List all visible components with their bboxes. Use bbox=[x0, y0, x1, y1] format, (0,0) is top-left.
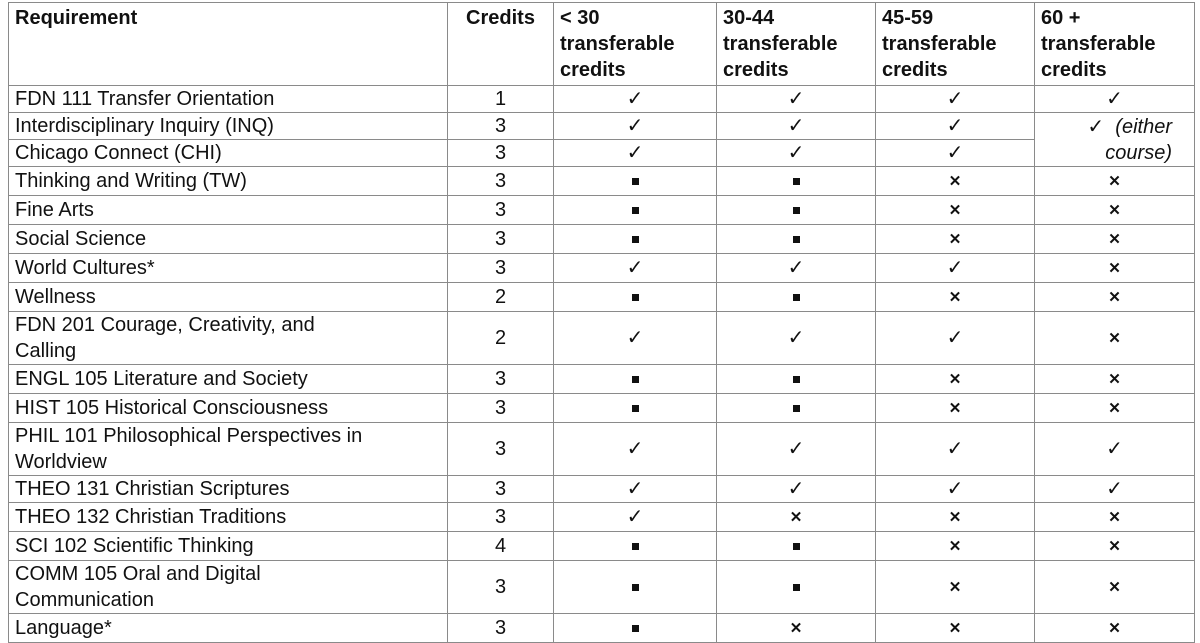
status-cell bbox=[717, 113, 876, 140]
header-60-plus-line1: 60 + bbox=[1041, 7, 1081, 29]
requirement-name bbox=[9, 196, 448, 225]
requirement-name bbox=[9, 167, 448, 196]
requirement-name bbox=[9, 423, 448, 476]
status-cell bbox=[554, 312, 717, 365]
check-icon: ✓ bbox=[626, 438, 644, 460]
status-cell bbox=[1035, 196, 1195, 225]
table-row bbox=[9, 167, 1195, 196]
cross-icon: ✕ bbox=[948, 400, 962, 417]
cross-icon: ✕ bbox=[1108, 289, 1121, 306]
header-lt30 bbox=[554, 3, 717, 86]
header-lt30-line3: credits bbox=[560, 59, 626, 81]
requirement-name bbox=[9, 113, 448, 140]
status-cell bbox=[717, 365, 876, 394]
status-cell bbox=[876, 423, 1035, 476]
square-icon bbox=[793, 584, 800, 591]
status-cell bbox=[876, 476, 1035, 503]
status-cell bbox=[554, 476, 717, 503]
cross-icon: ✕ bbox=[789, 509, 803, 526]
check-icon: ✓ bbox=[1106, 438, 1123, 460]
credits-value: 3 bbox=[448, 140, 554, 167]
status-cell bbox=[554, 614, 717, 643]
requirement-name-line: Fine Arts bbox=[15, 199, 94, 221]
status-cell bbox=[717, 140, 876, 167]
status-cell bbox=[1035, 394, 1195, 423]
status-cell bbox=[876, 225, 1035, 254]
credits-value: 3 bbox=[448, 503, 554, 532]
credits-value: 3 bbox=[448, 225, 554, 254]
status-cell bbox=[876, 113, 1035, 140]
cross-icon: ✕ bbox=[948, 231, 962, 248]
square-icon bbox=[632, 543, 639, 550]
check-icon: ✓ bbox=[626, 478, 644, 500]
status-cell bbox=[1035, 503, 1195, 532]
credits-value: 2 bbox=[448, 312, 554, 365]
square-icon bbox=[793, 543, 800, 550]
requirement-name bbox=[9, 225, 448, 254]
status-cell bbox=[554, 503, 717, 532]
requirement-name bbox=[9, 365, 448, 394]
credits-value: 3 bbox=[448, 614, 554, 643]
check-icon: ✓ bbox=[626, 257, 644, 279]
cross-icon: ✕ bbox=[948, 620, 962, 637]
square-icon bbox=[632, 294, 639, 301]
square-icon bbox=[793, 376, 800, 383]
status-cell bbox=[554, 225, 717, 254]
table-row bbox=[9, 614, 1195, 643]
header-30-44 bbox=[717, 3, 876, 86]
status-cell bbox=[1035, 476, 1195, 503]
check-icon: ✓ bbox=[626, 327, 644, 349]
cross-icon: ✕ bbox=[1108, 231, 1121, 248]
requirement-name bbox=[9, 312, 448, 365]
credits-value: 3 bbox=[448, 365, 554, 394]
cross-icon: ✕ bbox=[789, 620, 803, 637]
status-cell bbox=[876, 254, 1035, 283]
cross-icon: ✕ bbox=[948, 579, 962, 596]
status-cell bbox=[876, 394, 1035, 423]
requirement-name-line: Worldview bbox=[15, 451, 107, 473]
status-cell bbox=[1035, 532, 1195, 561]
status-cell bbox=[1035, 167, 1195, 196]
requirement-name-line: Thinking and Writing (TW) bbox=[15, 170, 247, 192]
check-icon: ✓ bbox=[626, 506, 644, 528]
header-45-59-line3: credits bbox=[882, 59, 948, 81]
credits-value: 3 bbox=[448, 167, 554, 196]
status-cell bbox=[554, 283, 717, 312]
header-lt30-line2: transferable bbox=[560, 33, 675, 55]
requirement-name-line: Language* bbox=[15, 617, 112, 639]
table-row bbox=[9, 561, 1195, 614]
square-icon bbox=[632, 625, 639, 632]
requirement-name-line: Social Science bbox=[15, 228, 147, 250]
header-45-59-line1: 45-59 bbox=[882, 7, 934, 29]
either-course-line1 bbox=[1041, 114, 1188, 140]
requirement-name bbox=[9, 86, 448, 113]
check-icon: ✓ bbox=[946, 88, 964, 110]
status-cell bbox=[717, 394, 876, 423]
table-row bbox=[9, 394, 1195, 423]
status-cell bbox=[717, 532, 876, 561]
status-cell bbox=[717, 476, 876, 503]
check-icon: ✓ bbox=[787, 257, 805, 279]
either-text: (either bbox=[1115, 115, 1172, 138]
status-cell bbox=[554, 196, 717, 225]
credits-value: 3 bbox=[448, 561, 554, 614]
cross-icon: ✕ bbox=[1108, 202, 1121, 219]
header-row bbox=[9, 3, 1195, 86]
requirements-table bbox=[8, 2, 1195, 643]
status-cell bbox=[1035, 614, 1195, 643]
credits-value: 2 bbox=[448, 283, 554, 312]
check-icon: ✓ bbox=[626, 115, 644, 137]
status-cell bbox=[717, 283, 876, 312]
header-lt30-line1: < 30 bbox=[560, 7, 600, 29]
cross-icon: ✕ bbox=[1108, 371, 1121, 388]
check-icon: ✓ bbox=[787, 327, 805, 349]
cross-icon: ✕ bbox=[1108, 400, 1121, 417]
square-icon bbox=[793, 207, 800, 214]
status-cell bbox=[876, 312, 1035, 365]
status-cell bbox=[1035, 86, 1195, 113]
requirement-name bbox=[9, 394, 448, 423]
requirement-name bbox=[9, 476, 448, 503]
status-cell bbox=[554, 365, 717, 394]
requirement-name-line: FDN 111 Transfer Orientation bbox=[15, 88, 275, 110]
table-row bbox=[9, 532, 1195, 561]
status-cell bbox=[717, 196, 876, 225]
square-icon bbox=[793, 178, 800, 185]
requirement-name-line: Calling bbox=[15, 340, 77, 362]
status-cell bbox=[1035, 365, 1195, 394]
table-row bbox=[9, 283, 1195, 312]
table-row bbox=[9, 86, 1195, 113]
status-cell bbox=[1035, 423, 1195, 476]
requirement-name bbox=[9, 140, 448, 167]
requirement-name-line: Communication bbox=[15, 589, 154, 611]
table-row bbox=[9, 365, 1195, 394]
cross-icon: ✕ bbox=[1108, 330, 1121, 347]
status-cell bbox=[554, 394, 717, 423]
table-row bbox=[9, 113, 1195, 140]
square-icon bbox=[632, 584, 639, 591]
requirement-name-line: THEO 131 Christian Scriptures bbox=[15, 478, 290, 500]
header-60-plus bbox=[1035, 3, 1195, 86]
table-row bbox=[9, 254, 1195, 283]
status-cell bbox=[717, 167, 876, 196]
check-icon: ✓ bbox=[1106, 88, 1123, 110]
status-cell bbox=[876, 614, 1035, 643]
cross-icon: ✕ bbox=[948, 202, 962, 219]
status-cell bbox=[554, 423, 717, 476]
table-row bbox=[9, 423, 1195, 476]
requirement-name-line: ENGL 105 Literature and Society bbox=[15, 368, 308, 390]
check-icon: ✓ bbox=[787, 115, 805, 137]
requirement-name-line: THEO 132 Christian Traditions bbox=[15, 506, 287, 528]
status-cell bbox=[876, 561, 1035, 614]
header-30-44-line3: credits bbox=[723, 59, 789, 81]
status-cell bbox=[554, 254, 717, 283]
status-cell bbox=[876, 86, 1035, 113]
cross-icon: ✕ bbox=[1108, 260, 1121, 277]
status-cell bbox=[554, 86, 717, 113]
requirement-name bbox=[9, 561, 448, 614]
header-30-44-line2: transferable bbox=[723, 33, 838, 55]
requirement-name-line: Chicago Connect (CHI) bbox=[15, 142, 222, 164]
square-icon bbox=[793, 405, 800, 412]
check-icon: ✓ bbox=[1087, 115, 1105, 138]
header-60-plus-line3: credits bbox=[1041, 59, 1107, 81]
check-icon: ✓ bbox=[626, 88, 644, 110]
status-cell bbox=[554, 532, 717, 561]
table-row bbox=[9, 225, 1195, 254]
requirement-name-line: Wellness bbox=[15, 286, 96, 308]
requirement-name bbox=[9, 614, 448, 643]
status-cell bbox=[1035, 254, 1195, 283]
square-icon bbox=[632, 178, 639, 185]
table-row bbox=[9, 140, 1195, 167]
square-icon bbox=[632, 236, 639, 243]
requirement-name bbox=[9, 254, 448, 283]
status-cell bbox=[876, 365, 1035, 394]
check-icon: ✓ bbox=[946, 257, 964, 279]
credits-value: 3 bbox=[448, 423, 554, 476]
requirement-name bbox=[9, 503, 448, 532]
status-cell bbox=[876, 167, 1035, 196]
check-icon: ✓ bbox=[1106, 478, 1123, 500]
requirement-name-line: Interdisciplinary Inquiry (INQ) bbox=[15, 115, 274, 137]
square-icon bbox=[632, 376, 639, 383]
status-cell bbox=[717, 614, 876, 643]
credits-value: 3 bbox=[448, 254, 554, 283]
cross-icon: ✕ bbox=[1108, 509, 1121, 526]
cross-icon: ✕ bbox=[948, 371, 962, 388]
status-cell bbox=[876, 196, 1035, 225]
credits-value: 4 bbox=[448, 532, 554, 561]
credits-value: 3 bbox=[448, 196, 554, 225]
requirement-name bbox=[9, 532, 448, 561]
cross-icon: ✕ bbox=[1108, 538, 1121, 555]
status-cell bbox=[876, 283, 1035, 312]
status-cell bbox=[1035, 561, 1195, 614]
status-cell bbox=[717, 423, 876, 476]
table-row bbox=[9, 476, 1195, 503]
square-icon bbox=[793, 294, 800, 301]
status-cell bbox=[876, 140, 1035, 167]
cross-icon: ✕ bbox=[948, 173, 962, 190]
table-row bbox=[9, 196, 1195, 225]
status-cell bbox=[876, 532, 1035, 561]
status-cell bbox=[1035, 283, 1195, 312]
requirement-name-line: FDN 201 Courage, Creativity, and bbox=[15, 314, 315, 336]
requirement-name-line: SCI 102 Scientific Thinking bbox=[15, 535, 254, 557]
header-45-59-line2: transferable bbox=[882, 33, 997, 55]
header-45-59 bbox=[876, 3, 1035, 86]
square-icon bbox=[632, 207, 639, 214]
cross-icon: ✕ bbox=[948, 509, 962, 526]
cross-icon: ✕ bbox=[1108, 579, 1121, 596]
square-icon bbox=[632, 405, 639, 412]
check-icon: ✓ bbox=[946, 438, 964, 460]
table-row bbox=[9, 312, 1195, 365]
requirement-name bbox=[9, 283, 448, 312]
status-cell bbox=[717, 225, 876, 254]
requirement-name-line: COMM 105 Oral and Digital bbox=[15, 563, 261, 585]
square-icon bbox=[793, 236, 800, 243]
status-cell bbox=[1035, 312, 1195, 365]
check-icon: ✓ bbox=[787, 88, 805, 110]
status-cell bbox=[554, 167, 717, 196]
check-icon: ✓ bbox=[787, 438, 805, 460]
header-30-44-line1: 30-44 bbox=[723, 7, 775, 29]
check-icon: ✓ bbox=[946, 115, 964, 137]
status-cell bbox=[554, 561, 717, 614]
status-cell bbox=[1035, 225, 1195, 254]
check-icon: ✓ bbox=[946, 478, 964, 500]
credits-value: 3 bbox=[448, 394, 554, 423]
status-cell bbox=[717, 254, 876, 283]
credits-value: 3 bbox=[448, 476, 554, 503]
check-icon: ✓ bbox=[787, 478, 805, 500]
status-cell bbox=[717, 503, 876, 532]
check-icon: ✓ bbox=[946, 327, 964, 349]
cross-icon: ✕ bbox=[1108, 620, 1121, 637]
check-icon: ✓ bbox=[946, 142, 964, 164]
status-cell bbox=[717, 561, 876, 614]
status-cell bbox=[554, 140, 717, 167]
header-credits: Credits bbox=[448, 3, 554, 86]
cross-icon: ✕ bbox=[1108, 173, 1121, 190]
cross-icon: ✕ bbox=[948, 289, 962, 306]
header-requirement: Requirement bbox=[9, 3, 448, 86]
requirement-name-line: HIST 105 Historical Consciousness bbox=[15, 397, 329, 419]
check-icon: ✓ bbox=[626, 142, 644, 164]
either-course-cell bbox=[1035, 113, 1195, 167]
table-body bbox=[9, 86, 1195, 643]
header-60-plus-line2: transferable bbox=[1041, 33, 1156, 55]
course-text: course) bbox=[1105, 141, 1172, 164]
credits-value: 3 bbox=[448, 113, 554, 140]
status-cell bbox=[876, 503, 1035, 532]
status-cell bbox=[717, 312, 876, 365]
status-cell bbox=[717, 86, 876, 113]
status-cell bbox=[554, 113, 717, 140]
cross-icon: ✕ bbox=[948, 538, 962, 555]
table-row bbox=[9, 503, 1195, 532]
requirement-name-line: PHIL 101 Philosophical Perspectives in bbox=[15, 425, 363, 447]
check-icon: ✓ bbox=[787, 142, 805, 164]
credits-value: 1 bbox=[448, 86, 554, 113]
requirement-name-line: World Cultures* bbox=[15, 257, 155, 279]
